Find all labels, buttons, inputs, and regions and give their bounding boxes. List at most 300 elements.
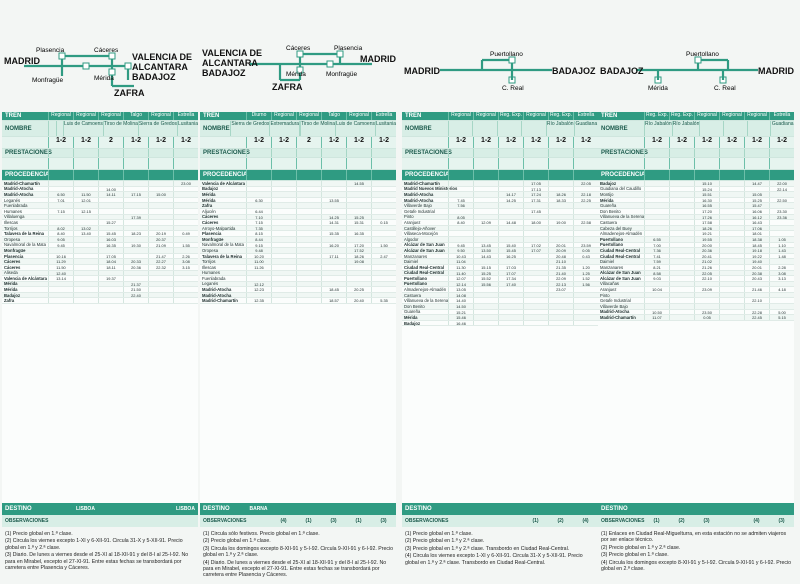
departure-time: 9.45 bbox=[48, 243, 73, 248]
departure-time: 15.27 bbox=[98, 220, 123, 225]
departure-time: 14.40 bbox=[448, 298, 473, 303]
departure-time bbox=[523, 231, 548, 236]
origin-row-cell bbox=[473, 170, 498, 180]
departure-time: 11.50 bbox=[73, 192, 98, 197]
departure-time bbox=[473, 287, 498, 292]
train-type-row-label: TREN bbox=[203, 113, 220, 119]
services-row-cell bbox=[644, 149, 669, 157]
departure-time bbox=[644, 298, 669, 303]
class-row-cell: 1-2 bbox=[123, 137, 148, 148]
origin-row-label: PROCEDENCIA bbox=[5, 172, 50, 178]
departure-time: 12.07 bbox=[448, 276, 473, 281]
station-name: Alcázar de San Juan bbox=[600, 270, 641, 276]
services-row-cell bbox=[769, 149, 794, 157]
destination-label: DESTINO bbox=[203, 506, 230, 512]
origin-row-cell bbox=[694, 170, 719, 180]
departure-time bbox=[744, 282, 769, 287]
departure-time bbox=[669, 243, 694, 248]
departure-time bbox=[271, 187, 296, 192]
departure-time: 19.55 bbox=[694, 237, 719, 242]
departure-time bbox=[148, 298, 173, 303]
departure-time bbox=[473, 226, 498, 231]
departure-time bbox=[719, 187, 744, 192]
departure-time: 9.03 bbox=[644, 276, 669, 281]
departure-time bbox=[73, 248, 98, 253]
station-name: Don Benito bbox=[600, 208, 621, 214]
class-row-cell: 1-2 bbox=[548, 137, 573, 148]
station-name: Almadenejos-Almadén bbox=[404, 287, 447, 293]
departure-time bbox=[98, 293, 123, 298]
station-name: Valencia de Alcántara bbox=[202, 180, 245, 186]
departure-time: 20.37 bbox=[148, 237, 173, 242]
departure-time bbox=[523, 321, 548, 326]
departure-time: 11.40 bbox=[448, 271, 473, 276]
departure-time: 20.01 bbox=[548, 243, 573, 248]
departure-time bbox=[123, 226, 148, 231]
services-icon-row-cell bbox=[448, 158, 473, 169]
departure-time bbox=[573, 215, 598, 220]
origin-row-cell bbox=[669, 170, 694, 180]
footnote: (2) Precio global en 1.ª y 2.ª clase. bbox=[601, 544, 681, 551]
departure-time: 12.40 bbox=[48, 271, 73, 276]
services-row-cell bbox=[573, 149, 598, 157]
station-name: Illescas bbox=[4, 219, 18, 225]
departure-time bbox=[148, 248, 173, 253]
footnotes bbox=[598, 527, 794, 577]
services-icon-row-cell bbox=[498, 158, 523, 169]
departure-time: 15.45 bbox=[98, 231, 123, 236]
departure-time bbox=[498, 187, 523, 192]
services-row-label: PRESTACIONES bbox=[203, 150, 250, 156]
services-icon-row bbox=[200, 158, 396, 170]
departure-time bbox=[498, 203, 523, 208]
departure-time: 14.47 bbox=[744, 181, 769, 186]
observation-cell: (3) bbox=[380, 518, 387, 524]
departure-time bbox=[296, 192, 321, 197]
origin-row-cell bbox=[321, 170, 346, 180]
stop-label: ZAFRA bbox=[272, 82, 303, 92]
departure-time: 19.37 bbox=[98, 276, 123, 281]
departure-time bbox=[573, 209, 598, 214]
station-name: Madrid-Chamartín bbox=[404, 180, 440, 186]
services-icon-row-cell bbox=[769, 158, 794, 169]
departure-time: 12.14 bbox=[448, 282, 473, 287]
class-row-cell: 2 bbox=[296, 137, 321, 148]
departure-time bbox=[123, 276, 148, 281]
departure-time bbox=[694, 282, 719, 287]
departure-time: 22.13 bbox=[548, 282, 573, 287]
departure-time bbox=[498, 215, 523, 220]
departure-time bbox=[371, 192, 396, 197]
departure-time: 16.55 bbox=[694, 203, 719, 208]
departure-time bbox=[769, 304, 794, 309]
departure-time: 20.38 bbox=[744, 271, 769, 276]
services-icon-row-cell bbox=[719, 158, 744, 169]
departure-time bbox=[271, 293, 296, 298]
departure-time bbox=[346, 187, 371, 192]
departure-time: 22.05 bbox=[694, 271, 719, 276]
station-times-table bbox=[200, 181, 396, 503]
departure-time: 14.17 bbox=[498, 192, 523, 197]
departure-time bbox=[473, 293, 498, 298]
departure-time bbox=[321, 293, 346, 298]
departure-time bbox=[173, 293, 198, 298]
station-name: Humanes bbox=[202, 270, 220, 276]
departure-time bbox=[73, 293, 98, 298]
observation-cell: (4) bbox=[280, 518, 287, 524]
services-icon-row bbox=[402, 158, 598, 170]
departure-time: 13.45 bbox=[473, 243, 498, 248]
services-row-cell bbox=[271, 149, 296, 157]
departure-time: 20.43 bbox=[744, 276, 769, 281]
departure-time bbox=[548, 231, 573, 236]
train-type-row-cell: Estrella bbox=[769, 112, 794, 120]
train-type-row bbox=[2, 112, 198, 121]
departure-time: 14.55 bbox=[346, 181, 371, 186]
departure-time: 22.50 bbox=[769, 198, 794, 203]
departure-time bbox=[573, 293, 598, 298]
departure-time bbox=[321, 248, 346, 253]
departure-time: 13.02 bbox=[73, 226, 98, 231]
departure-time: 0.43 bbox=[573, 254, 598, 259]
departure-time: 15.25 bbox=[744, 198, 769, 203]
origin-row-cell bbox=[548, 170, 573, 180]
departure-time bbox=[123, 298, 148, 303]
services-row-cell bbox=[346, 149, 371, 157]
timetable-panel-1 bbox=[200, 0, 396, 579]
departure-time: 17.31 bbox=[523, 198, 548, 203]
footnotes bbox=[402, 527, 598, 571]
services-icon-row-cell bbox=[271, 158, 296, 169]
origin-row-cell bbox=[296, 170, 321, 180]
departure-time: 7.35 bbox=[246, 226, 271, 231]
departure-time bbox=[271, 282, 296, 287]
origin-row-cell bbox=[573, 170, 598, 180]
footnote: (2) Precio global en 1.ª y 2.ª clase. bbox=[405, 538, 485, 545]
services-icon-row-cell bbox=[246, 158, 271, 169]
departure-time: 4.18 bbox=[769, 287, 794, 292]
station-name: Castillejo-Añover bbox=[404, 225, 436, 231]
station-name: Cáceres bbox=[202, 219, 219, 225]
departure-time bbox=[321, 203, 346, 208]
departure-time bbox=[371, 265, 396, 270]
departure-time bbox=[271, 203, 296, 208]
departure-time bbox=[246, 293, 271, 298]
departure-time bbox=[719, 192, 744, 197]
departure-time bbox=[498, 298, 523, 303]
departure-time: 18.26 bbox=[346, 254, 371, 259]
departure-time: 15.47 bbox=[744, 203, 769, 208]
departure-time bbox=[694, 293, 719, 298]
departure-time bbox=[246, 181, 271, 186]
departure-time bbox=[523, 226, 548, 231]
departure-time bbox=[148, 226, 173, 231]
station-name: Aranjuez bbox=[404, 219, 421, 225]
train-name-row-cell: Tirso de Molina bbox=[103, 121, 138, 136]
departure-time: 23.36 bbox=[769, 215, 794, 220]
station-name: Valencia de Alcántara bbox=[4, 275, 47, 281]
station-name: Zafra bbox=[202, 203, 213, 209]
services-icon-row-cell bbox=[473, 158, 498, 169]
departure-time bbox=[719, 298, 744, 303]
train-type-row-cell: Estrella bbox=[573, 112, 598, 120]
station-name: Manzanares bbox=[404, 253, 428, 259]
train-type-row bbox=[598, 112, 794, 121]
departure-time bbox=[173, 209, 198, 214]
departure-time bbox=[296, 282, 321, 287]
departure-time bbox=[98, 203, 123, 208]
station-name: Leganés bbox=[202, 281, 219, 287]
departure-time: 17.26 bbox=[694, 215, 719, 220]
departure-time bbox=[123, 198, 148, 203]
footnote: (4) Diario. De lunes a viernes desde el 25-XI al 18-XII-91 y del 8-I al 25-I-92. No para en Mirabel, excepto el 27-XI-91. Entre estas fechas se transbordará por carretera entre Plasencia y Cáceres. bbox=[203, 559, 387, 579]
observation-cell: (3) bbox=[330, 518, 337, 524]
departure-time bbox=[48, 298, 73, 303]
departure-time bbox=[371, 259, 396, 264]
departure-time bbox=[321, 187, 346, 192]
departure-time: 22.27 bbox=[148, 259, 173, 264]
departure-time bbox=[48, 181, 73, 186]
departure-time bbox=[769, 203, 794, 208]
departure-time bbox=[498, 209, 523, 214]
departure-time bbox=[573, 237, 598, 242]
observations-row bbox=[2, 515, 198, 527]
services-row-cell bbox=[48, 149, 73, 157]
station-name: Badajoz bbox=[4, 292, 21, 298]
departure-time: 6.44 bbox=[246, 209, 271, 214]
departure-time bbox=[669, 215, 694, 220]
departure-time bbox=[719, 276, 744, 281]
stop-label: Mérida bbox=[94, 75, 114, 82]
departure-time bbox=[448, 209, 473, 214]
services-row bbox=[200, 149, 396, 158]
departure-time: 17.02 bbox=[523, 243, 548, 248]
departure-time: 6.30 bbox=[246, 198, 271, 203]
departure-time: 21.37 bbox=[123, 282, 148, 287]
departure-time: 18.57 bbox=[321, 298, 346, 303]
class-row-cell: 1-2 bbox=[371, 137, 396, 148]
station-name: Mérida bbox=[202, 191, 216, 197]
class-row-cell: 1-2 bbox=[173, 137, 198, 148]
departure-time: 15.21 bbox=[448, 310, 473, 315]
services-row-cell bbox=[296, 149, 321, 157]
departure-time bbox=[548, 298, 573, 303]
departure-time bbox=[644, 282, 669, 287]
departure-time bbox=[296, 254, 321, 259]
departure-time bbox=[523, 282, 548, 287]
departure-time bbox=[271, 181, 296, 186]
departure-time bbox=[769, 192, 794, 197]
departure-time bbox=[769, 220, 794, 225]
departure-time bbox=[498, 310, 523, 315]
class-row-cell: 1-2 bbox=[573, 137, 598, 148]
departure-time bbox=[296, 287, 321, 292]
services-row-label: PRESTACIONES bbox=[405, 150, 452, 156]
train-name-row-cell bbox=[48, 121, 56, 136]
train-name-row-cell bbox=[497, 121, 521, 136]
station-name: Madrid-Atocha bbox=[202, 287, 232, 293]
departure-time: 21.26 bbox=[694, 265, 719, 270]
origin-row-cell bbox=[48, 170, 73, 180]
station-name: Madrid-Atocha bbox=[404, 191, 434, 197]
train-name-row-cell bbox=[699, 121, 723, 136]
station-name: Villaseca-Mocejón bbox=[404, 231, 438, 237]
station-name: Madrid-Atocha bbox=[4, 191, 34, 197]
observation-cell: (4) bbox=[753, 518, 760, 524]
departure-time bbox=[669, 198, 694, 203]
departure-time: 17.45 bbox=[523, 209, 548, 214]
departure-time: 17.34 bbox=[498, 276, 523, 281]
departure-time bbox=[669, 231, 694, 236]
route-origin-2: ALCANTARA bbox=[202, 58, 258, 68]
origin-row-label: PROCEDENCIA bbox=[601, 172, 646, 178]
departure-time bbox=[98, 271, 123, 276]
departure-time bbox=[719, 271, 744, 276]
station-marker bbox=[125, 63, 131, 69]
departure-time: 22.58 bbox=[573, 220, 598, 225]
departure-time: 18.00 bbox=[523, 220, 548, 225]
footnote: (3) Diario. De lunes a viernes desde el 25-XI al 18-XII-91 y del 8-I al 25-I-92. No para en Mirabel, excepto el 27-XI-91. Entre estas fechas se transbordará por carretera entre Plasencia y Cáceres. bbox=[5, 552, 189, 572]
departure-time: 2.26 bbox=[173, 254, 198, 259]
departure-time: 18.26 bbox=[548, 192, 573, 197]
station-name: Madrid-Chamartín bbox=[4, 180, 40, 186]
departure-time bbox=[644, 209, 669, 214]
services-icon-row-cell bbox=[98, 158, 123, 169]
departure-time bbox=[321, 282, 346, 287]
train-name-row bbox=[200, 121, 396, 137]
origin-row-label: PROCEDENCIA bbox=[405, 172, 450, 178]
departure-time: 5.00 bbox=[769, 310, 794, 315]
departure-time bbox=[296, 293, 321, 298]
departure-time: 9.45 bbox=[448, 243, 473, 248]
train-type-row-cell: Regional bbox=[719, 112, 744, 120]
departure-time bbox=[148, 293, 173, 298]
departure-time bbox=[148, 198, 173, 203]
departure-time: 13.50 bbox=[473, 248, 498, 253]
departure-time: 23.00 bbox=[173, 181, 198, 186]
departure-time: 6.50 bbox=[48, 192, 73, 197]
services-row-cell bbox=[371, 149, 396, 157]
footnote: (2) Circula los viernes excepto 1-XI y 6-XII-91. Circula 31-X y 5-XII-91. Precio global en 1.ª y 2.ª clase. bbox=[5, 538, 183, 551]
station-name: Mérida bbox=[4, 287, 18, 293]
stop-label: Plasencia bbox=[334, 45, 363, 52]
departure-time bbox=[473, 203, 498, 208]
departure-time: 15.52 bbox=[473, 276, 498, 281]
departure-time: 15.25 bbox=[346, 215, 371, 220]
class-row-cell: 1-2 bbox=[644, 137, 669, 148]
departure-time bbox=[73, 181, 98, 186]
departure-time bbox=[271, 248, 296, 253]
departure-time bbox=[498, 181, 523, 186]
stop-label: Monfragüe bbox=[32, 77, 64, 84]
departure-time bbox=[173, 287, 198, 292]
station-name: Villanueva de la Serena bbox=[404, 298, 449, 304]
train-name-row-cell bbox=[56, 121, 64, 136]
footnote: (1) Circula sólo festivos. Precio global en 1.ª clase. bbox=[203, 531, 320, 537]
departure-time bbox=[669, 237, 694, 242]
departure-time: 22.09 bbox=[548, 276, 573, 281]
services-row-cell bbox=[669, 149, 694, 157]
route-diagram bbox=[402, 0, 598, 112]
departure-time bbox=[669, 315, 694, 320]
station-name: Ciudad Real-Central bbox=[404, 264, 445, 270]
train-name-row-cell: Tirso de Molina bbox=[300, 121, 335, 136]
departure-time: 1.05 bbox=[769, 237, 794, 242]
services-icon-row-cell bbox=[123, 158, 148, 169]
footnotes bbox=[2, 527, 198, 576]
departure-time bbox=[271, 271, 296, 276]
departure-time bbox=[73, 298, 98, 303]
departure-time bbox=[548, 293, 573, 298]
stop-label: Plasencia bbox=[36, 47, 65, 54]
departure-time bbox=[346, 293, 371, 298]
station-name: Talavera de la Reina bbox=[202, 253, 242, 259]
train-type-row-cell: Regional bbox=[744, 112, 769, 120]
departure-time: 20.19 bbox=[148, 231, 173, 236]
departure-time bbox=[296, 243, 321, 248]
train-name-row-cell: Río Jabalón bbox=[672, 121, 700, 136]
station-name: Madrid-Chamartín bbox=[202, 298, 238, 304]
departure-time: 17.11 bbox=[321, 254, 346, 259]
departure-time bbox=[744, 187, 769, 192]
train-name-row-cell bbox=[723, 121, 747, 136]
services-row bbox=[402, 149, 598, 158]
departure-time bbox=[346, 192, 371, 197]
departure-time bbox=[669, 203, 694, 208]
departure-time bbox=[669, 181, 694, 186]
departure-time: 16.03 bbox=[98, 237, 123, 242]
route-destination-1: VALENCIA DE bbox=[132, 52, 193, 62]
origin-row-cell bbox=[498, 170, 523, 180]
class-row-cell: 1-2 bbox=[148, 137, 173, 148]
station-row bbox=[200, 298, 396, 304]
departure-time: 17.24 bbox=[523, 192, 548, 197]
departure-time bbox=[296, 248, 321, 253]
departure-time bbox=[271, 215, 296, 220]
train-type-row-cell: Regional bbox=[148, 112, 173, 120]
station-name: Algodor bbox=[404, 236, 419, 242]
departure-time: 16.35 bbox=[346, 231, 371, 236]
departure-time bbox=[98, 198, 123, 203]
departure-time bbox=[296, 215, 321, 220]
class-row-cell: 1-2 bbox=[346, 137, 371, 148]
destination-row bbox=[402, 503, 598, 515]
train-type-row-cell: Regional bbox=[73, 112, 98, 120]
departure-time bbox=[573, 315, 598, 320]
departure-time bbox=[296, 209, 321, 214]
station-name: Puertollano bbox=[600, 236, 624, 242]
origin-row-cell bbox=[346, 170, 371, 180]
departure-time bbox=[271, 192, 296, 197]
departure-time bbox=[48, 293, 73, 298]
stop-label: ZAFRA bbox=[114, 88, 145, 98]
departure-time: 16.30 bbox=[694, 198, 719, 203]
departure-time: 15.15 bbox=[473, 265, 498, 270]
train-type-row-cell: Estrella bbox=[173, 112, 198, 120]
departure-time bbox=[769, 231, 794, 236]
train-type-row-cell: Regional bbox=[448, 112, 473, 120]
departure-time bbox=[719, 231, 744, 236]
departure-time bbox=[719, 237, 744, 242]
departure-time: 22.14 bbox=[769, 187, 794, 192]
departure-time: 1.25 bbox=[573, 271, 598, 276]
departure-time: 11.50 bbox=[48, 265, 73, 270]
departure-time bbox=[644, 226, 669, 231]
departure-time bbox=[98, 215, 123, 220]
departure-time: 22.40 bbox=[123, 293, 148, 298]
destination-row bbox=[200, 503, 396, 515]
departure-time bbox=[98, 181, 123, 186]
